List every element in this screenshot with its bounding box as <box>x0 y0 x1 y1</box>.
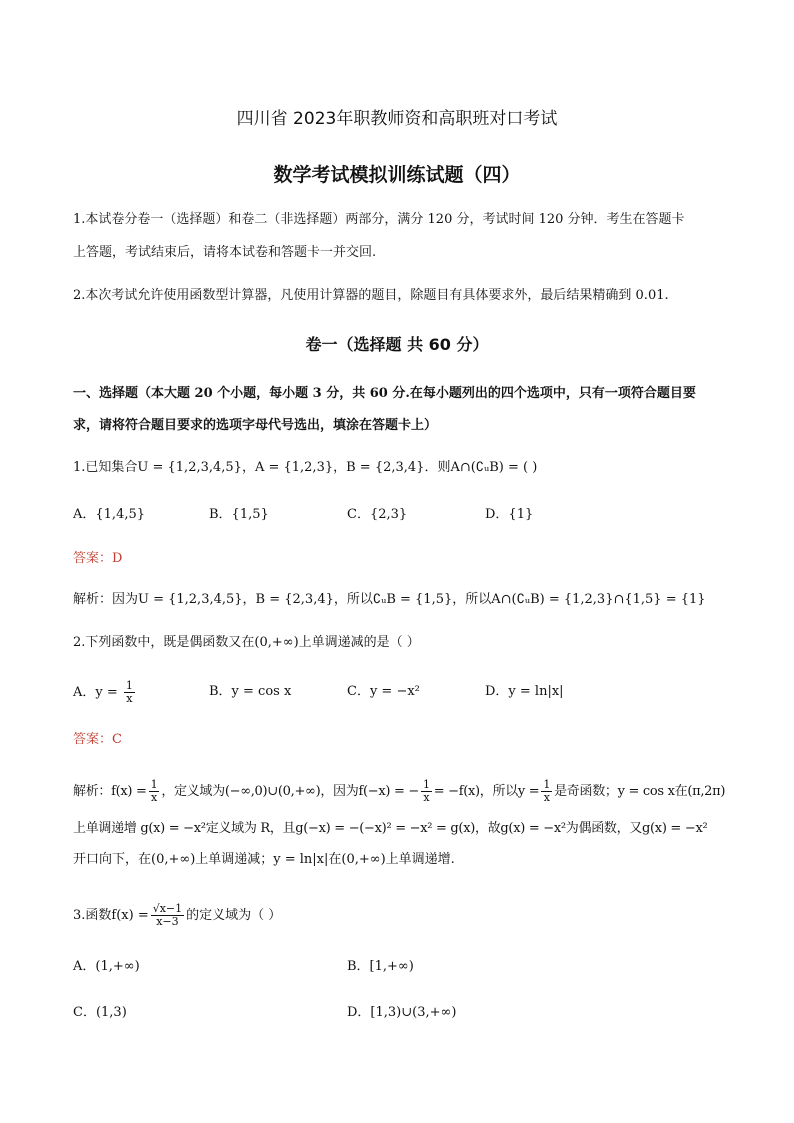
question-2-analysis-line2: 上单调递增 g(x) = −x²定义域为 R，且g(−x) = −(−x)² = −x² = g(x)，故g(x) = −x²为偶函数，又g(x) = −x² <box>73 821 708 836</box>
question-1-option-d: D．{1} <box>485 507 534 522</box>
question-2-option-b: B．y = cos x <box>209 684 292 699</box>
question-2-option-d: D．y = ln|x| <box>485 684 564 699</box>
exam-title-line1: 四川省 2023年职教师资和高职班对口考试 <box>236 109 558 129</box>
question-3-option-a: A．(1,+∞) <box>73 959 140 974</box>
question-3-option-c: C．(1,3) <box>73 1005 127 1020</box>
instruction-1-line2: 上答题，考试结束后，请将本试卷和答题卡一并交回. <box>73 245 377 260</box>
question-3-option-b: B．[1,+∞) <box>347 959 414 974</box>
question-2-answer: 答案：C <box>73 732 122 747</box>
section-desc-line2: 求，请将符合题目要求的选项字母代号选出，填涂在答题卡上） <box>73 418 438 433</box>
fraction <box>124 680 135 705</box>
question-3-option-d: D．[1,3)∪(3,+∞) <box>347 1005 457 1020</box>
question-2-option-a-prefix: A．y = <box>73 685 118 700</box>
analysis-text: 是奇函数；y = cos x在(π,2π) <box>554 784 726 799</box>
fraction <box>541 779 552 804</box>
question-1-answer: 答案：D <box>73 551 123 566</box>
analysis-text: 解析：f(x) = <box>73 784 147 799</box>
fraction-denominator: x <box>543 791 550 804</box>
instruction-1-line1: 1.本试卷分卷一（选择题）和卷二（非选择题）两部分，满分 120 分，考试时间 120 分钟．考生在答题卡 <box>73 212 685 227</box>
fraction-numerator: 1 <box>543 778 551 791</box>
fraction-denominator: x <box>423 791 430 804</box>
fraction <box>149 779 160 804</box>
fraction-denominator: x <box>151 791 157 804</box>
analysis-text: ，定义域为(−∞,0)∪(0,+∞)，因为f(−x) = − <box>161 784 419 799</box>
fraction-denominator: x <box>126 692 133 705</box>
fraction-numerator: 1 <box>150 778 158 791</box>
question-3-stem-suffix: 的定义域为（ ） <box>186 908 282 923</box>
fraction-denominator: x−3 <box>156 915 179 928</box>
instruction-2: 2.本次考试允许使用函数型计算器，凡使用计算器的题目，除题目有具体要求外，最后结果精确到 0.01. <box>73 288 669 303</box>
question-3-stem <box>73 903 281 928</box>
exam-title-line2: 数学考试模拟训练试题（四） <box>273 164 521 186</box>
question-1-stem: 1.已知集合U = {1,2,3,4,5}，A = {1,2,3}，B = {2,3,4}．则A∩(∁ᵤB) = ( ) <box>73 460 538 475</box>
question-2-analysis-line3: 开口向下，在(0,+∞)上单调递减；y = ln|x|在(0,+∞)上单调递增. <box>73 852 455 867</box>
question-2-option-c: C．y = −x² <box>347 684 420 699</box>
question-1-option-a: A．{1,4,5} <box>73 507 146 522</box>
question-3-stem-prefix: 3.函数f(x) = <box>73 908 149 923</box>
analysis-text: = −f(x)，所以y = <box>433 784 540 799</box>
question-2-analysis-line1 <box>73 779 725 804</box>
fraction <box>151 903 184 928</box>
fraction <box>421 779 432 804</box>
fraction-numerator: 1 <box>125 679 133 692</box>
fraction-numerator: √x−1 <box>152 902 183 915</box>
fraction-numerator: 1 <box>423 778 430 791</box>
question-1-analysis: 解析：因为U = {1,2,3,4,5}，B = {2,3,4}，所以∁ᵤB = {1,5}，所以A∩(∁ᵤB) = {1,2,3}∩{1,5} = {1} <box>73 592 706 607</box>
question-1-option-c: C．{2,3} <box>347 507 408 522</box>
section-desc-line1: 一、选择题（本大题 20 个小题，每小题 3 分，共 60 分.在每小题列出的四个选项中，只有一项符合题目要 <box>73 386 696 401</box>
section-title: 卷一（选择题 共 60 分） <box>305 335 489 354</box>
question-2-option-a <box>73 680 137 705</box>
question-2-stem: 2.下列函数中，既是偶函数又在(0,+∞)上单调递减的是（ ） <box>73 635 420 650</box>
question-1-option-b: B．{1,5} <box>209 507 269 522</box>
